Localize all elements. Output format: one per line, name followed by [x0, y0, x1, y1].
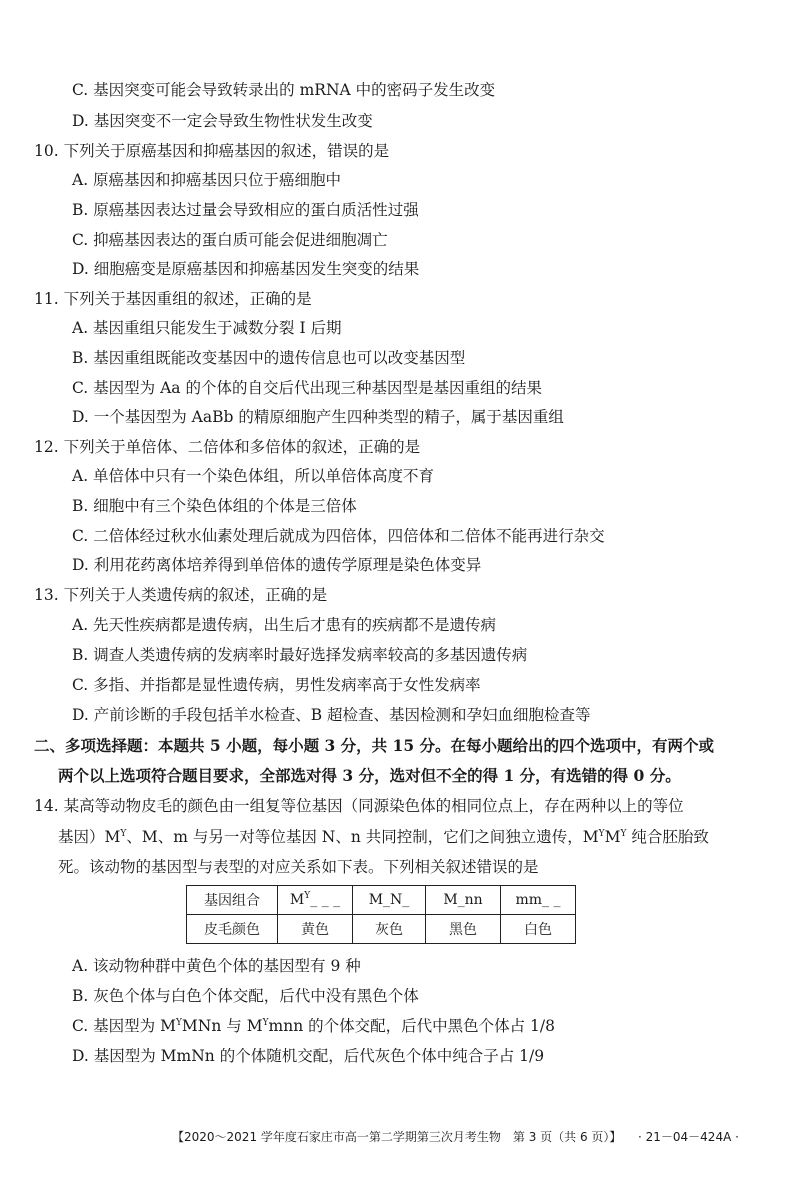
genotype-phenotype-table: [186, 885, 576, 944]
question-14-line2: 基因）$M^Y$、M、m 与另一对等位基因 N、n 共同控制，它们之间独立遗传，$M^YM^Y$ 纯合胚胎致: [58, 828, 709, 846]
q12-option-a: A. 单倍体中只有一个染色体组，所以单倍体高度不育: [72, 467, 435, 485]
q11-option-c: C. 基因型为 Aa 的个体的自交后代出现三种基因型是基因重组的结果: [72, 379, 542, 397]
q14-option-a: A. 该动物种群中黄色个体的基因型有 9 种: [72, 957, 361, 975]
table-cell: $M^Y\_$ _ _: [278, 886, 353, 915]
table-header-cell: 基因组合: [187, 886, 278, 915]
question-11: 11. 下列关于基因重组的叙述，正确的是: [34, 290, 312, 308]
page-code: · 21－04－424A ·: [638, 1130, 739, 1144]
question-14-line1: 14. 某高等动物皮毛的颜色由一组复等位基因（同源染色体的相同位点上，存在两种以上的等位: [34, 797, 684, 815]
table-cell: 黄色: [278, 915, 353, 944]
q10-option-b: B. 原癌基因表达过量会导致相应的蛋白质活性过强: [72, 201, 419, 219]
table-row: [187, 886, 576, 915]
q14-option-b: B. 灰色个体与白色个体交配，后代中没有黑色个体: [72, 987, 419, 1005]
table-cell: 白色: [501, 915, 576, 944]
table-cell: 灰色: [353, 915, 426, 944]
table-cell: mm_ _: [501, 886, 576, 915]
question-13: 13. 下列关于人类遗传病的叙述，正确的是: [34, 586, 328, 604]
table-cell: M_nn: [426, 886, 501, 915]
q11-option-b: B. 基因重组既能改变基因中的遗传信息也可以改变基因型: [72, 349, 466, 367]
table-cell: M_N_: [353, 886, 426, 915]
q10-option-c: C. 抑癌基因表达的蛋白质可能会促进细胞凋亡: [72, 231, 388, 249]
question-12: 12. 下列关于单倍体、二倍体和多倍体的叙述，正确的是: [34, 438, 421, 456]
q12-option-d: D. 利用花药离体培养得到单倍体的遗传学原理是染色体变异: [72, 556, 482, 574]
q11-option-d: D. 一个基因型为 AaBb 的精原细胞产生四种类型的精子，属于基因重组: [72, 408, 564, 426]
q14-option-d: D. 基因型为 MmNn 的个体随机交配，后代灰色个体中纯合子占 1/9: [72, 1047, 545, 1065]
q14-option-c: C. 基因型为 $M^YMNn$ 与 $M^Ymnn$ 的个体交配，后代中黑色个体占 1/8: [72, 1017, 555, 1035]
q12-option-b: B. 细胞中有三个染色体组的个体是三倍体: [72, 497, 357, 515]
question-14-line3: 死。该动物的基因型与表型的对应关系如下表。下列相关叙述错误的是: [58, 858, 539, 876]
question-10: 10. 下列关于原癌基因和抑癌基因的叙述，错误的是: [34, 142, 390, 160]
q12-option-c: C. 二倍体经过秋水仙素处理后就成为四倍体，四倍体和二倍体不能再进行杂交: [72, 527, 605, 545]
q13-option-b: B. 调查人类遗传病的发病率时最好选择发病率较高的多基因遗传病: [72, 646, 528, 664]
table-header-cell: 皮毛颜色: [187, 915, 278, 944]
q10-option-d: D. 细胞癌变是原癌基因和抑癌基因发生突变的结果: [72, 260, 420, 278]
q9-option-c: C. 基因突变可能会导致转录出的 mRNA 中的密码子发生改变: [72, 81, 496, 99]
q10-option-a: A. 原癌基因和抑癌基因只位于癌细胞中: [72, 171, 342, 189]
table-row: [187, 915, 576, 944]
section-2-instructions: 两个以上选项符合题目要求，全部选对得 3 分，选对但不全的得 1 分，有选错的得 0 分。: [58, 766, 681, 785]
section-2-heading: 二、多项选择题：本题共 5 小题，每小题 3 分，共 15 分。在每小题给出的四个选项中，有两个或: [34, 736, 715, 755]
q13-option-a: A. 先天性疾病都是遗传病，出生后才患有的疾病都不是遗传病: [72, 616, 497, 634]
q13-option-d: D. 产前诊断的手段包括羊水检查、B 超检查、基因检测和孕妇血细胞检查等: [72, 706, 591, 724]
q11-option-a: A. 基因重组只能发生于减数分裂 Ⅰ 后期: [72, 319, 342, 337]
page-footer: 【2020～2021 学年度石家庄市高一第二学期第三次月考生物 第 3 页（共 6 页）】: [172, 1130, 622, 1144]
table-cell: 黑色: [426, 915, 501, 944]
q13-option-c: C. 多指、并指都是显性遗传病，男性发病率高于女性发病率: [72, 676, 481, 694]
q9-option-d: D. 基因突变不一定会导致生物性状发生改变: [72, 112, 373, 130]
